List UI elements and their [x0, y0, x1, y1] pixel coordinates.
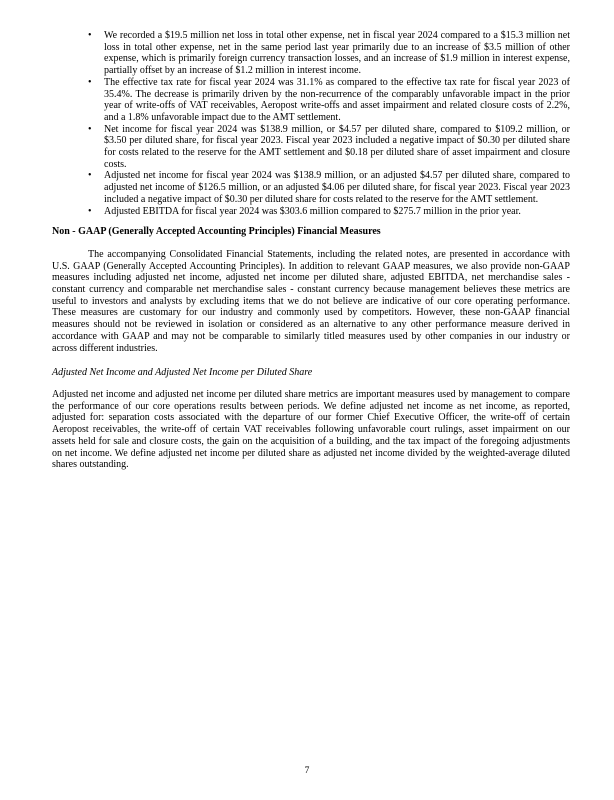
bullet-icon: •: [88, 123, 92, 135]
list-item-adjusted-ebitda: [52, 206, 570, 218]
bullet-icon: •: [88, 76, 92, 88]
list-item-effective-tax-rate: [52, 77, 570, 124]
adjusted-net-income-subheading: Adjusted Net Income and Adjusted Net Income per Diluted Share: [52, 367, 313, 379]
bullet-icon: •: [88, 30, 92, 41]
non-gaap-paragraph: The accompanying Consolidated Financial Statements, including the related notes, are presented in accordance with U.S. GAAP (Generally Accepted Accounting Principles). In addition to relevant GAAP measures, we also provide non-GAAP measures including adjusted net income, adjusted net income per diluted share, adjusted EBITDA, net merchandise sales - constant currency and comparable net merchandise sales - constant currency because management believes these metrics are useful to investors and analysts by excluding items that we do not believe are indicative of our core operating performance. These measures are customary for our industry and commonly used by competitors. However, these non-GAAP financial measures should not be reviewed in isolation or considered as an alternative to any other performance measure derived in accordance with GAAP and may not be comparable to similarly titled measures used by other companies in our industry or across different industries.: [52, 248, 570, 354]
bullet-icon: •: [88, 205, 92, 217]
list-item-text: Net income for fiscal year 2024 was $138.9 million, or $4.57 per diluted share, compared to $109.2 million, or $3.50 per diluted share, for fiscal year 2023. Fiscal year 2023 included a negative impact of $0.30 per diluted share for costs related to the reserve for the AMT settlement and $0.18 per diluted share of asset impairment and closure costs.: [104, 123, 570, 170]
adjusted-net-income-paragraph: Adjusted net income and adjusted net income per diluted share metrics are important measures used by management to compare the performance of our core operations results between periods. We define adjusted net income as net income, as reported, adjusted for: separation costs associated with the departure of our former Chief Executive Officer, the write-off of certain Aeropost receivables, the write-off of certain VAT receivables following unfavorable court rulings, asset impairment on our assets held for sale and closure costs, the gain on the acquisition of a building, and the tax impact of the foregoing adjustments on net income. We define adjusted net income per diluted share as adjusted net income divided by the weighted-average diluted shares outstanding.: [52, 388, 570, 471]
financial-highlights-list: [52, 30, 570, 217]
list-item-text: Adjusted EBITDA for fiscal year 2024 was $303.6 million compared to $275.7 million in the prior year.: [104, 205, 521, 217]
page-number: 7: [304, 766, 310, 776]
bullet-icon: •: [88, 170, 92, 182]
list-item-adjusted-net-income: [52, 170, 570, 205]
list-item-net-income: [52, 124, 570, 171]
non-gaap-section-heading: Non - GAAP (Generally Accepted Accounting Principles) Financial Measures: [52, 226, 381, 238]
list-item-text: Adjusted net income for fiscal year 2024 was $138.9 million, or an adjusted $4.57 per diluted share, compared to adjusted net income of $126.5 million, or an adjusted $4.06 per diluted share, for fiscal year 2023. Fiscal year 2023 included a negative impact of $0.30 per diluted share for costs related to the reserve for the AMT settlement.: [104, 170, 570, 205]
list-item-other-expense: [52, 30, 570, 77]
list-item-text: The effective tax rate for fiscal year 2024 was 31.1% as compared to the effective tax rate for fiscal year 2023 of 35.4%. The decrease is primarily driven by the non-recurrence of the comparably unfavorable impact in the prior year of write-offs of VAT receivables, Aeropost write-offs and asset impairment and related closure costs of 2.2%, and a 1.8% unfavorable impact due to the AMT settlement.: [104, 76, 570, 123]
list-item-text: We recorded a $19.5 million net loss in total other expense, net in fiscal year 2024 compared to a $15.3 million net loss in total other expense, net in the same period last year primarily due to an increase of $3.5 million of other expense, which is primarily foreign currency transaction losses, and an increase of $1.9 million in interest expense, partially offset by an increase of $1.2 million in interest income.: [104, 30, 570, 77]
